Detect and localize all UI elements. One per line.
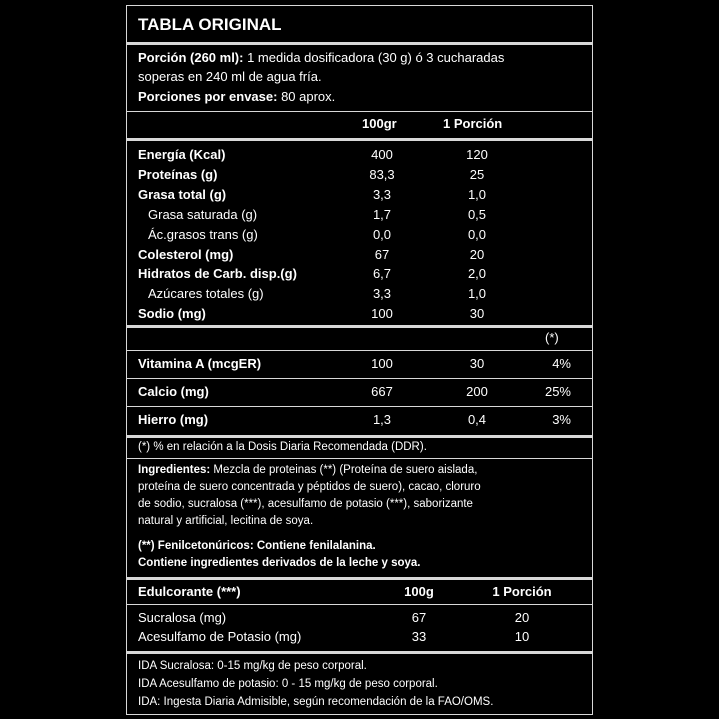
nutrient-name: Ác.grasos trans (g) bbox=[148, 226, 258, 242]
ingredients-label: Ingredientes: bbox=[138, 464, 211, 476]
ingredients-line1 bbox=[138, 462, 477, 479]
sweetener-header-100g: 100g bbox=[404, 584, 434, 599]
per-container-value: 80 aprox. bbox=[277, 89, 336, 104]
vitamin-ddr-percent: 25% bbox=[544, 384, 571, 399]
vitamin-value-portion: 30 bbox=[469, 356, 485, 371]
serving-label: Porción (260 ml): bbox=[138, 50, 244, 65]
divider-warnings bbox=[127, 577, 592, 580]
divider-serving bbox=[127, 111, 592, 112]
ingredients-line3: de sodio, sucralosa (***), acesulfamo de potasio (***), saborizante bbox=[138, 498, 473, 510]
nutrient-name: Grasa saturada (g) bbox=[148, 206, 258, 222]
nutrient-value-100gr: 67 bbox=[374, 246, 390, 262]
nutrient-value-100gr: 3,3 bbox=[372, 186, 392, 202]
vitamin-value-100gr: 100 bbox=[371, 356, 393, 371]
table-title: TABLA ORIGINAL bbox=[138, 15, 282, 34]
per-container-label: Porciones por envase: bbox=[138, 89, 278, 104]
vitamin-ddr-percent: 4% bbox=[552, 356, 571, 371]
sweetener-value-portion: 20 bbox=[514, 610, 530, 625]
divider-vitamin-row bbox=[127, 406, 592, 407]
ingredients-line2: proteína de suero concentrada y péptidos de suero), cacao, cloruro bbox=[138, 481, 481, 493]
col-header-100gr: 100gr bbox=[362, 116, 397, 131]
divider-title bbox=[127, 42, 592, 45]
nutrition-facts-panel bbox=[126, 5, 593, 715]
ida-note: IDA: Ingesta Diaria Admisible, según recomendación de la FAO/OMS. bbox=[138, 696, 494, 708]
nutrient-value-portion: 1,0 bbox=[467, 186, 487, 202]
nutrient-name: Hidratos de Carb. disp.(g) bbox=[138, 266, 297, 282]
warning-phenylketonurics: (**) Fenilcetonúricos: Contiene fenilalanina. bbox=[138, 540, 376, 552]
sweetener-value-portion: 10 bbox=[514, 629, 530, 644]
col-header-portion: 1 Porción bbox=[443, 116, 503, 131]
nutrient-value-100gr: 0,0 bbox=[372, 226, 392, 242]
sweetener-name: Sucralosa (mg) bbox=[138, 610, 227, 625]
vitamin-ddr-percent: 3% bbox=[552, 412, 571, 427]
warning-allergens: Contiene ingredientes derivados de la leche y soya. bbox=[138, 557, 421, 569]
serving-text-line2: soperas en 240 ml de agua fría. bbox=[138, 69, 322, 84]
sweetener-value-100g: 33 bbox=[411, 629, 427, 644]
nutrient-value-portion: 25 bbox=[469, 166, 485, 182]
serving-size bbox=[138, 50, 504, 66]
serving-text-line1: 1 medida dosificadora (30 g) ó 3 cucharadas bbox=[243, 50, 505, 65]
divider-footnote bbox=[127, 458, 592, 459]
divider-ddr-header bbox=[127, 350, 592, 351]
nutrient-value-portion: 0,5 bbox=[467, 206, 487, 222]
divider-sweetener-header bbox=[127, 604, 592, 605]
nutrient-value-100gr: 400 bbox=[371, 147, 393, 162]
nutrient-value-portion: 1,0 bbox=[467, 286, 487, 302]
servings-per-container bbox=[138, 89, 335, 105]
nutrient-value-100gr: 6,7 bbox=[372, 266, 392, 282]
divider-vitamins bbox=[127, 435, 592, 438]
nutrient-value-portion: 2,0 bbox=[467, 266, 487, 282]
divider-nutrients bbox=[127, 325, 592, 328]
nutrient-value-portion: 30 bbox=[469, 306, 485, 322]
nutrient-name: Azúcares totales (g) bbox=[148, 286, 264, 302]
ida-note: IDA Acesulfamo de potasio: 0 - 15 mg/kg de peso corporal. bbox=[138, 678, 438, 690]
sweetener-value-100g: 67 bbox=[411, 610, 427, 625]
sweetener-name: Acesulfamo de Potasio (mg) bbox=[138, 629, 302, 644]
divider-sweeteners bbox=[127, 651, 592, 654]
nutrient-value-100gr: 1,7 bbox=[372, 206, 392, 222]
sweetener-header-portion: 1 Porción bbox=[492, 584, 552, 599]
vitamin-value-100gr: 1,3 bbox=[372, 412, 392, 427]
nutrient-name: Grasa total (g) bbox=[138, 186, 227, 202]
sweetener-header-name: Edulcorante (***) bbox=[138, 584, 241, 599]
ida-note: IDA Sucralosa: 0-15 mg/kg de peso corporal. bbox=[138, 660, 367, 672]
vitamin-value-100gr: 667 bbox=[371, 384, 393, 399]
nutrient-name: Proteínas (g) bbox=[138, 166, 218, 182]
vitamin-value-portion: 200 bbox=[466, 384, 488, 399]
nutrient-name: Colesterol (mg) bbox=[138, 246, 234, 262]
vitamin-value-portion: 0,4 bbox=[467, 412, 487, 427]
divider-columns bbox=[127, 138, 592, 141]
vitamin-name: Hierro (mg) bbox=[138, 412, 209, 427]
ingredients-line4: natural y artificial, lecitina de soya. bbox=[138, 515, 314, 527]
ddr-footnote: (*) % en relación a la Dosis Diaria Recomendada (DDR). bbox=[138, 441, 427, 453]
nutrient-value-100gr: 83,3 bbox=[369, 166, 395, 182]
vitamin-name: Vitamina A (mcgER) bbox=[138, 356, 262, 371]
vitamin-name: Calcio (mg) bbox=[138, 384, 209, 399]
ddr-column-marker: (*) bbox=[545, 330, 559, 345]
nutrient-value-portion: 120 bbox=[466, 147, 488, 162]
nutrient-value-100gr: 3,3 bbox=[372, 286, 392, 302]
nutrient-value-portion: 0,0 bbox=[467, 226, 487, 242]
nutrient-name: Energía (Kcal) bbox=[138, 147, 226, 162]
divider-vitamin-row bbox=[127, 378, 592, 379]
nutrient-value-portion: 20 bbox=[469, 246, 485, 262]
nutrient-name: Sodio (mg) bbox=[138, 306, 206, 322]
nutrient-value-100gr: 100 bbox=[371, 306, 393, 322]
ingredients-text1: Mezcla de proteinas (**) (Proteína de suero aislada, bbox=[210, 464, 478, 476]
